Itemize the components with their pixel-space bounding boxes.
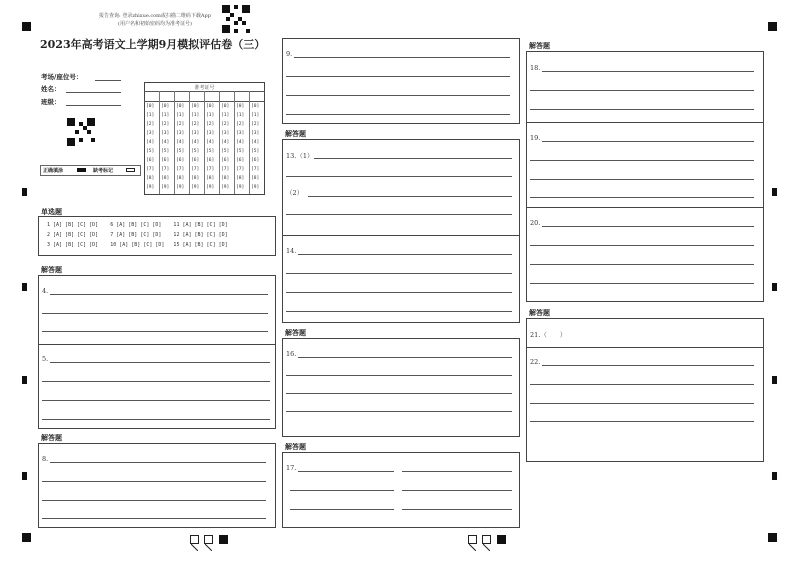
exam-id-digit-bubble[interactable]: [3] [176, 131, 185, 136]
box-divider [282, 235, 520, 236]
corner-mark-bottom-right [768, 533, 777, 542]
exam-id-digit-bubble[interactable]: [6] [251, 158, 260, 163]
timing-mark [22, 376, 27, 384]
room-seat-label: 考场/座位号： [41, 73, 83, 81]
question-22-number: 22. [530, 358, 541, 366]
exam-id-digit-bubble[interactable]: [4] [191, 140, 200, 145]
exam-id-digit-bubble[interactable]: [5] [251, 149, 260, 154]
exam-id-digit-bubble[interactable]: [5] [236, 149, 245, 154]
grid-column-divider [234, 91, 235, 194]
exam-id-digit-bubble[interactable]: [0] [251, 104, 260, 109]
page-marker-hatched [204, 535, 213, 544]
answer-line[interactable] [530, 179, 754, 180]
answer-line[interactable] [314, 158, 512, 159]
choice-row-2[interactable]: 2 [A] [B] [C] [D] 7 [A] [B] [C] [D] 12 [A] [B] [C] [D] [47, 232, 228, 238]
exam-id-digit-bubble[interactable]: [9] [236, 185, 245, 190]
exam-id-digit-bubble[interactable]: [8] [191, 176, 200, 181]
exam-id-digit-bubble[interactable]: [7] [191, 167, 200, 172]
answer-line[interactable] [298, 357, 512, 358]
exam-id-digit-bubble[interactable]: [3] [251, 131, 260, 136]
report-notice-line2: (用户名和初始密码均为准考证号) [118, 21, 192, 27]
exam-id-digit-bubble[interactable]: [8] [251, 176, 260, 181]
corner-mark-top-left [22, 22, 31, 31]
exam-id-digit-bubble[interactable]: [6] [191, 158, 200, 163]
exam-id-digit-bubble[interactable]: [9] [251, 185, 260, 190]
exam-id-digit-bubble[interactable]: [8] [221, 176, 230, 181]
answer-line[interactable] [286, 375, 512, 376]
exam-id-digit-bubble[interactable]: [4] [236, 140, 245, 145]
answer-line[interactable] [530, 421, 754, 422]
answer-line[interactable] [402, 471, 512, 472]
exam-id-title: 准考证号 [194, 85, 215, 91]
exam-id-digit-bubble[interactable]: [8] [236, 176, 245, 181]
exam-id-digit-bubble[interactable]: [7] [221, 167, 230, 172]
exam-id-digit-bubble[interactable]: [4] [206, 140, 215, 145]
exam-id-digit-bubble[interactable]: [6] [176, 158, 185, 163]
exam-id-digit-bubble[interactable]: [5] [146, 149, 155, 154]
exam-id-digit-bubble[interactable]: [4] [251, 140, 260, 145]
answer-line[interactable] [286, 76, 510, 77]
answer-section-title: 解答题 [529, 308, 550, 317]
answer-line[interactable] [294, 57, 510, 58]
exam-id-digit-bubble[interactable]: [2] [176, 122, 185, 127]
question-16-number: 16. [286, 350, 297, 358]
answer-line[interactable] [530, 264, 754, 265]
exam-id-digit-bubble[interactable]: [1] [251, 113, 260, 118]
exam-id-digit-bubble[interactable]: [4] [176, 140, 185, 145]
answer-line[interactable] [286, 114, 510, 115]
answer-section-title: 解答题 [285, 442, 306, 451]
answer-section-title: 解答题 [529, 41, 550, 50]
exam-id-digit-bubble[interactable]: [4] [221, 140, 230, 145]
exam-id-digit-bubble[interactable]: [5] [161, 149, 170, 154]
answer-line[interactable] [530, 403, 754, 404]
answer-section-title: 解答题 [285, 129, 306, 138]
exam-id-digit-bubble[interactable]: [0] [191, 104, 200, 109]
exam-id-digit-bubble[interactable]: [3] [191, 131, 200, 136]
answer-line[interactable] [402, 509, 512, 510]
page-marker-solid [219, 535, 228, 544]
answer-line[interactable] [50, 362, 270, 363]
exam-id-digit-bubble[interactable]: [3] [236, 131, 245, 136]
exam-id-digit-bubble[interactable]: [1] [161, 113, 170, 118]
box-divider [526, 122, 764, 123]
exam-id-digit-bubble[interactable]: [7] [146, 167, 155, 172]
exam-id-digit-bubble[interactable]: [6] [221, 158, 230, 163]
exam-id-digit-bubble[interactable]: [9] [161, 185, 170, 190]
page-marker-hatched [482, 535, 491, 544]
exam-id-digit-bubble[interactable]: [0] [146, 104, 155, 109]
question-21-number[interactable]: 21.（ ） [530, 331, 567, 339]
exam-id-digit-bubble[interactable]: [2] [146, 122, 155, 127]
answer-line[interactable] [530, 160, 754, 161]
question-5-number: 5. [42, 355, 49, 363]
question-19-number: 19. [530, 134, 541, 142]
exam-id-digit-bubble[interactable]: [2] [251, 122, 260, 127]
exam-id-digit-bubble[interactable]: [1] [176, 113, 185, 118]
answer-line[interactable] [298, 471, 394, 472]
page-marker-hatched [190, 535, 199, 544]
answer-line[interactable] [542, 141, 754, 142]
timing-mark [22, 188, 27, 196]
answer-box-q4-q5 [38, 275, 276, 429]
grid-column-divider [189, 91, 190, 194]
answer-line[interactable] [542, 365, 754, 366]
exam-id-digit-bubble[interactable]: [3] [221, 131, 230, 136]
answer-line[interactable] [286, 214, 512, 215]
grid-column-divider [159, 91, 160, 194]
question-13-part2-number: （2） [286, 189, 304, 197]
choice-row-3[interactable]: 3 [A] [B] [C] [D] 10 [A] [B] [C] [D] 15 [A] [B] [C] [D] [47, 242, 228, 248]
box-divider [526, 207, 764, 208]
box-divider [38, 344, 276, 345]
page-marker-hatched [468, 535, 477, 544]
answer-section-title: 解答题 [41, 433, 62, 442]
exam-id-digit-bubble[interactable]: [5] [206, 149, 215, 154]
timing-mark [22, 283, 27, 291]
answer-line[interactable] [42, 518, 266, 519]
choice-row-1[interactable]: 1 [A] [B] [C] [D] 6 [A] [B] [C] [D] 11 [A] [B] [C] [D] [47, 222, 228, 228]
class-field[interactable] [66, 105, 121, 106]
answer-line[interactable] [402, 490, 512, 491]
answer-line[interactable] [530, 283, 754, 284]
missing-mark-box[interactable] [126, 168, 135, 172]
exam-id-digit-bubble[interactable]: [2] [161, 122, 170, 127]
single-choice-title: 单选题 [41, 207, 62, 216]
answer-line[interactable] [286, 393, 512, 394]
exam-id-digit-bubble[interactable]: [1] [146, 113, 155, 118]
answer-line[interactable] [42, 313, 268, 314]
exam-id-digit-bubble[interactable]: [1] [191, 113, 200, 118]
grid-column-divider [219, 91, 220, 194]
exam-id-digit-bubble[interactable]: [6] [206, 158, 215, 163]
grid-column-divider [249, 91, 250, 194]
exam-id-digit-bubble[interactable]: [2] [221, 122, 230, 127]
answer-box-q13-q14 [282, 139, 520, 323]
answer-line[interactable] [530, 384, 754, 385]
student-qr-code-icon [67, 118, 95, 146]
answer-line[interactable] [42, 381, 270, 382]
name-label: 姓名： [41, 85, 61, 93]
room-seat-field[interactable] [95, 80, 121, 81]
exam-id-digit-bubble[interactable]: [1] [206, 113, 215, 118]
exam-id-digit-bubble[interactable]: [6] [161, 158, 170, 163]
answer-line[interactable] [286, 411, 512, 412]
exam-id-digit-bubble[interactable]: [7] [161, 167, 170, 172]
grid-column-divider [174, 91, 175, 194]
box-divider [526, 347, 764, 348]
answer-line[interactable] [50, 462, 266, 463]
exam-id-digit-bubble[interactable]: [3] [161, 131, 170, 136]
question-8-number: 8. [42, 455, 49, 463]
exam-id-digit-bubble[interactable]: [8] [146, 176, 155, 181]
exam-id-digit-bubble[interactable]: [1] [221, 113, 230, 118]
answer-box-q9 [282, 38, 520, 124]
exam-id-digit-bubble[interactable]: [7] [236, 167, 245, 172]
exam-id-digit-bubble[interactable]: [4] [161, 140, 170, 145]
exam-id-digit-bubble[interactable]: [6] [236, 158, 245, 163]
answer-line[interactable] [530, 90, 754, 91]
page-marker-solid [497, 535, 506, 544]
answer-line[interactable] [42, 400, 270, 401]
exam-id-digit-bubble[interactable]: [5] [176, 149, 185, 154]
missing-mark-label: 缺考标记 [93, 168, 114, 174]
exam-id-digit-bubble[interactable]: [9] [221, 185, 230, 190]
qr-code-icon [222, 5, 250, 33]
question-20-number: 20. [530, 219, 541, 227]
exam-id-digit-bubble[interactable]: [0] [161, 104, 170, 109]
answer-line[interactable] [542, 71, 754, 72]
corner-mark-top-right [768, 22, 777, 31]
answer-line[interactable] [42, 481, 266, 482]
exam-id-digit-bubble[interactable]: [0] [236, 104, 245, 109]
answer-line[interactable] [290, 509, 394, 510]
answer-line[interactable] [298, 254, 512, 255]
exam-id-digit-bubble[interactable]: [8] [206, 176, 215, 181]
correct-fill-label: 正确填涂 [43, 168, 64, 174]
answer-line[interactable] [42, 500, 266, 501]
exam-id-digit-bubble[interactable]: [9] [146, 185, 155, 190]
answer-line[interactable] [286, 95, 510, 96]
class-label: 班级： [41, 98, 61, 106]
timing-mark [772, 283, 777, 291]
exam-id-digit-bubble[interactable]: [7] [251, 167, 260, 172]
exam-id-digit-bubble[interactable]: [1] [236, 113, 245, 118]
timing-mark [772, 472, 777, 480]
answer-line[interactable] [286, 176, 512, 177]
exam-id-digit-bubble[interactable]: [0] [206, 104, 215, 109]
exam-id-digit-bubble[interactable]: [2] [206, 122, 215, 127]
answer-line[interactable] [530, 109, 754, 110]
answer-line[interactable] [286, 273, 512, 274]
corner-mark-bottom-left [22, 533, 31, 542]
answer-line[interactable] [530, 197, 754, 198]
report-notice-line1: 报告查询: 登录zhixue.com或扫描二维码下载App [99, 13, 211, 19]
grid-column-divider [204, 91, 205, 194]
answer-line[interactable] [308, 196, 512, 197]
answer-line[interactable] [42, 331, 268, 332]
question-18-number: 18. [530, 64, 541, 72]
timing-mark [22, 472, 27, 480]
answer-line[interactable] [42, 419, 270, 420]
exam-id-digit-bubble[interactable]: [6] [146, 158, 155, 163]
answer-line[interactable] [286, 311, 512, 312]
question-9-number: 9. [286, 50, 293, 58]
exam-id-digit-bubble[interactable]: [9] [176, 185, 185, 190]
answer-box-q21-q22 [526, 318, 764, 462]
answer-section-title: 解答题 [41, 265, 62, 274]
exam-id-digit-bubble[interactable]: [0] [221, 104, 230, 109]
correct-fill-sample [77, 168, 86, 172]
exam-id-digit-bubble[interactable]: [2] [236, 122, 245, 127]
exam-id-digit-bubble[interactable]: [7] [176, 167, 185, 172]
answer-line[interactable] [542, 226, 754, 227]
exam-id-digit-bubble[interactable]: [5] [221, 149, 230, 154]
exam-id-digit-bubble[interactable]: [8] [161, 176, 170, 181]
timing-mark [772, 376, 777, 384]
page-title: 2023年高考语文上学期9月模拟评估卷（三） [40, 38, 266, 51]
exam-id-digit-bubble[interactable]: [4] [146, 140, 155, 145]
answer-line[interactable] [290, 490, 394, 491]
exam-id-digit-bubble[interactable]: [9] [206, 185, 215, 190]
name-field[interactable] [66, 92, 121, 93]
question-4-number: 4. [42, 287, 49, 295]
question-17-number: 17. [286, 464, 297, 472]
exam-id-digit-bubble[interactable]: [9] [191, 185, 200, 190]
answer-box-q8 [38, 443, 276, 528]
answer-section-title: 解答题 [285, 328, 306, 337]
answer-line[interactable] [286, 292, 512, 293]
exam-id-digit-bubble[interactable]: [8] [176, 176, 185, 181]
answer-box-q16 [282, 338, 520, 437]
answer-line[interactable] [50, 294, 268, 295]
exam-id-digit-bubble[interactable]: [3] [206, 131, 215, 136]
exam-id-digit-bubble[interactable]: [7] [206, 167, 215, 172]
question-13-part1-number: 13.（1） [286, 152, 314, 160]
exam-id-digit-bubble[interactable]: [2] [191, 122, 200, 127]
question-14-number: 14. [286, 247, 297, 255]
answer-line[interactable] [530, 245, 754, 246]
exam-id-digit-bubble[interactable]: [3] [146, 131, 155, 136]
timing-mark [772, 188, 777, 196]
exam-id-digit-bubble[interactable]: [0] [176, 104, 185, 109]
exam-id-digit-bubble[interactable]: [5] [191, 149, 200, 154]
